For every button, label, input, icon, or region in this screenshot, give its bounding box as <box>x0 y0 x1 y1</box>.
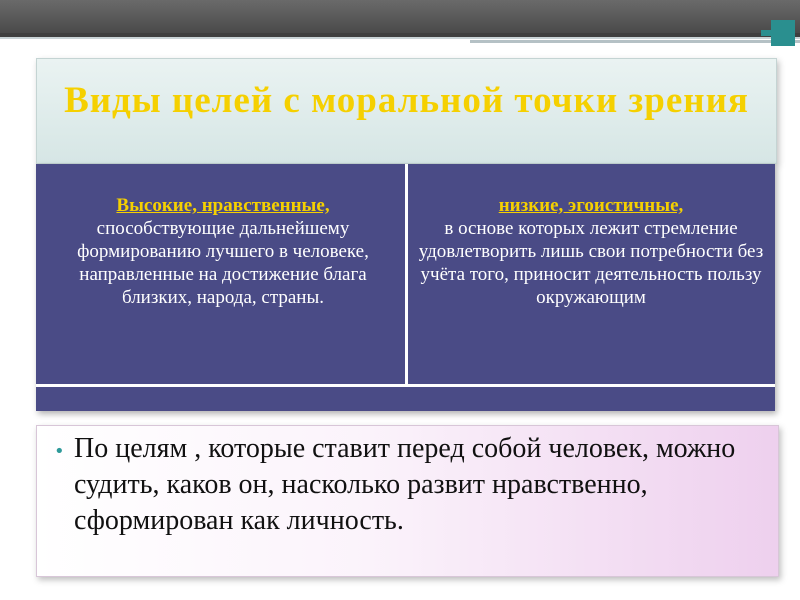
table-column-divider <box>405 164 408 384</box>
top-divider-accent-line <box>470 40 800 43</box>
goals-table <box>36 164 775 411</box>
high-goals-heading: Высокие, нравственные, <box>116 195 330 216</box>
top-divider-line <box>0 37 800 39</box>
high-goals-text: способствующие дальнейшему формированию лучшего в человеке, направленные на достижение блага близких, народа, страны. <box>77 218 369 308</box>
low-goals-heading: низкие, эгоистичные, <box>498 195 684 216</box>
conclusion-box <box>36 425 779 577</box>
low-goals-text: в основе которых лежит стремление удовлетворить лишь свои потребности без учёта того, приносит деятельность пользу окружающим <box>418 218 764 308</box>
bullet-icon: • <box>54 441 65 462</box>
table-cell-high-goals <box>48 194 398 309</box>
slide-title: Виды целей с моральной точки зрения <box>64 80 749 121</box>
table-row-divider <box>36 384 775 387</box>
slide-top-bar <box>0 0 800 33</box>
table-cell-low-goals <box>416 194 766 309</box>
decorative-teal-marker <box>771 20 795 46</box>
slide-title-box <box>36 58 777 164</box>
conclusion-text: По целям , которые ставит перед собой человек, можно судить, каков он, насколько развит нравственно, сформирован как личность. <box>74 433 736 536</box>
